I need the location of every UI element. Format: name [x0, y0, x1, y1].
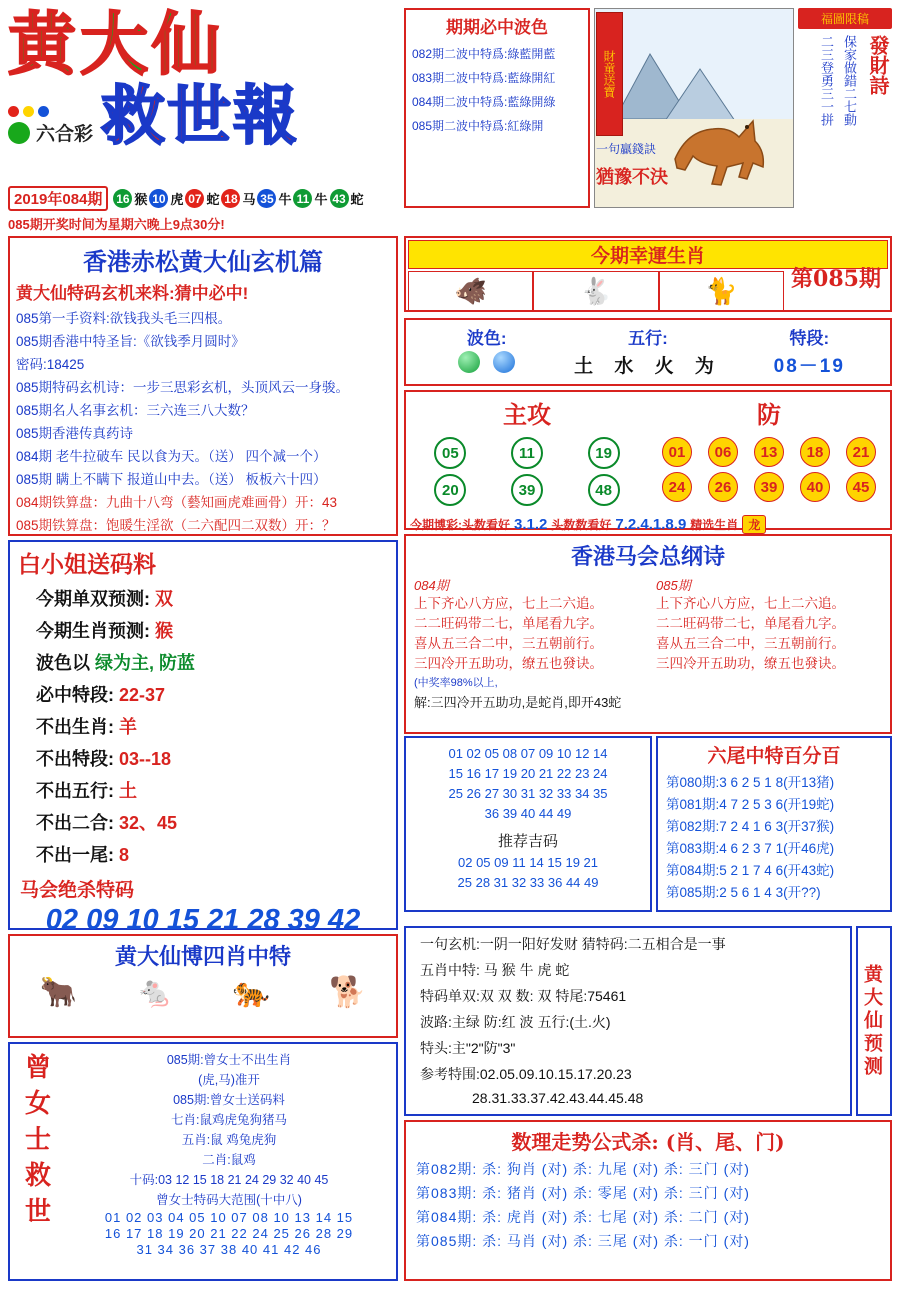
- ball-zodiac: 马: [242, 192, 256, 207]
- ball-zodiac: 蛇: [206, 192, 220, 207]
- bose-forecast-line: 083期二波中特爲:藍綠開紅: [412, 71, 556, 85]
- row-key: 今期单双预测:: [36, 589, 150, 609]
- riddle-line: 一句玄机:一阴一阳好发财 猜特码:二五相合是一事: [420, 936, 726, 952]
- animal-icon: 🐁: [136, 976, 174, 1009]
- riddle-line: 波路:主绿 防:红 波 五行:(土.火): [420, 1014, 611, 1030]
- zeng-line: 十码:03 12 15 18 21 24 29 32 40 45: [129, 1173, 329, 1187]
- ball-zodiac: 猴: [134, 192, 148, 207]
- defense-number: 26: [708, 472, 738, 502]
- formula-kill-section: [404, 1120, 892, 1281]
- defense-number: 45: [846, 472, 876, 502]
- hkjc-poem-section: [404, 534, 892, 734]
- poem-line: 二二旺码带二七，单尾看九字。: [656, 616, 845, 632]
- xuanji-line: 密码:18425: [16, 357, 85, 372]
- zeng-numbers: 01 02 03 04 05 10 07 08 10 13 14 15: [104, 1210, 354, 1225]
- zeng-line: (虎,马)准开: [198, 1073, 260, 1087]
- zeng-line: 曾女士特码大范围(十中八): [156, 1193, 302, 1207]
- zodiac-cell: 🐈: [659, 271, 784, 311]
- poem-title: 發財詩: [866, 35, 888, 95]
- six-tail-title: 六尾中特百分百: [707, 745, 841, 767]
- bose-forecast-title: 期期必中波色: [446, 18, 548, 38]
- formula-row: 第082期: 杀: 狗肖 (对) 杀: 九尾 (对) 杀: 三门 (对): [416, 1161, 750, 1177]
- formula-row: 第085期: 杀: 马肖 (对) 杀: 三尾 (对) 杀: 一门 (对): [416, 1233, 750, 1249]
- green-dot-icon: [8, 122, 30, 144]
- formula-row: 第083期: 杀: 猪肖 (对) 杀: 零尾 (对) 杀: 三门 (对): [416, 1185, 750, 1201]
- attack-number: 48: [588, 474, 620, 506]
- zeng-line: 二肖:鼠鸡: [202, 1153, 256, 1167]
- number-row: [412, 474, 642, 506]
- xuanji-line: 085期香港传真药诗: [16, 426, 134, 441]
- attack-defense-headers: [406, 392, 890, 430]
- row-value: 双: [155, 589, 174, 609]
- attack-number: 39: [511, 474, 543, 506]
- ball-num: 10: [149, 189, 168, 208]
- zeng-section: [8, 1042, 398, 1281]
- footer-zodiac-tag: 龙: [742, 515, 766, 534]
- xuanji-line: 085期 瞒上不瞒下 报道山中去。（送） 板板六十四）: [16, 472, 327, 487]
- one-line-riddle-section: [404, 926, 852, 1116]
- xuanji-line: 085期香港中特圣旨:《欲钱季月圆时》: [16, 334, 245, 349]
- xuanji-title: 香港赤松黄大仙玄机篇: [83, 247, 323, 276]
- xuanji-line: 084期铁算盘：九曲十八弯（藝知画虎难画骨）开：43: [16, 495, 338, 510]
- defense-title: 防: [757, 400, 781, 429]
- mahui-kill-title: 马会绝杀特码: [20, 880, 135, 901]
- lucky-row: 25 28 31 32 33 36 44 49: [457, 875, 599, 890]
- poem-answer: 解:三四冷开五助功,是蛇肖,即开43蛇: [414, 695, 622, 710]
- xuanji-line: 084期 老牛拉破车 民以食为天。（送） 四个减一个）: [16, 449, 327, 464]
- attack-title: 主攻: [503, 400, 551, 429]
- row-value: 22-37: [119, 685, 166, 705]
- xuanji-subtitle: 黄大仙特码玄机来料:猜中必中!: [16, 284, 249, 303]
- six-tail-line: 第080期:3 6 2 5 1 8(开13猪): [666, 775, 835, 790]
- bose-forecast-box: [404, 8, 590, 208]
- issue-bar: [8, 186, 398, 212]
- defense-column: [648, 430, 890, 513]
- number-row: [412, 437, 642, 469]
- row-value: 8: [119, 845, 130, 865]
- poem-line: 三四冷开五助功，缭五也發诀。: [414, 656, 603, 672]
- open-time-text: 085期开奖时间为星期六晚上9点30分!: [8, 217, 225, 232]
- row-value: 32、45: [119, 813, 178, 833]
- bose-headers: [406, 320, 890, 349]
- bose-wuxing-section: [404, 318, 892, 386]
- corner-banner: 福圖限稿: [798, 8, 892, 29]
- baixiaojie-row: [36, 681, 396, 707]
- bose-values: [406, 349, 890, 380]
- riddle-line: 28.31.33.37.42.43.44.45.48: [472, 1090, 644, 1106]
- attack-column: [406, 430, 648, 513]
- footer-label-1: 今期博彩:头数看好: [410, 518, 510, 532]
- baixiaojie-row: [36, 585, 396, 611]
- defense-number: 06: [708, 437, 738, 467]
- attack-number: 11: [511, 437, 543, 469]
- defense-number: 01: [662, 437, 692, 467]
- logo-line1: 黄大仙: [8, 5, 225, 85]
- row-value: 绿为主, 防蓝: [95, 653, 196, 673]
- mahui-kill-numbers: 02 09 10 15 21 28 39 42: [45, 904, 361, 936]
- couplet-phrase: [596, 140, 696, 189]
- poem-issue: 085期: [656, 578, 691, 593]
- six-tail-section: [656, 736, 892, 912]
- sixiao-animals: [10, 975, 396, 1010]
- baixiaojie-row: [36, 745, 396, 771]
- baixiaojie-row: [36, 841, 396, 867]
- number-row: [654, 472, 884, 502]
- attack-number: 19: [588, 437, 620, 469]
- lucky-numbers-title: 推荐吉码: [497, 833, 558, 850]
- poem-note: (中奖率98%以上,: [414, 677, 498, 689]
- number-row: [654, 437, 884, 467]
- xuanji-line: 085期铁算盘：饱暖生淫欲（二六配四二双数）开：？: [16, 518, 336, 533]
- riddle-line: 特码单双:双 双 数: 双 特尾:75461: [420, 988, 627, 1004]
- bose-header: 波色:: [466, 329, 507, 348]
- baixiaojie-row: [36, 809, 396, 835]
- row-value: 猴: [155, 621, 174, 641]
- zeng-vertical-title: 曾 女 士 救 世: [24, 1053, 51, 1227]
- pool-row: 15 16 17 19 20 21 22 23 24: [448, 766, 608, 781]
- poem-line: 三四冷开五助功，缭五也發诀。: [656, 656, 845, 672]
- lucky-row: 02 05 09 11 14 15 19 21: [458, 855, 598, 870]
- xuanji-line: 085期特码玄机诗：一步三思彩玄机，头顶风云一身骏。: [16, 380, 350, 395]
- riddle-line: 五肖中特: 马 猴 牛 虎 蛇: [420, 962, 570, 978]
- poem-line: 上下齐心八方应，七上二六追。: [414, 596, 603, 612]
- sixiao-title: 黄大仙博四肖中特: [114, 944, 291, 970]
- animal-icon: 🐂: [39, 976, 77, 1009]
- poem-line: 二二旺码带二七，单尾看九字。: [414, 616, 603, 632]
- poem-line: 喜从五三合二中，三五朝前行。: [656, 636, 845, 652]
- ball-num: 11: [293, 189, 312, 208]
- animal-icon: 🐅: [232, 976, 270, 1009]
- ball-num: 07: [185, 189, 204, 208]
- row-key: 不出生肖:: [36, 717, 114, 737]
- wuxing-value: 土 水 火 为: [574, 356, 722, 377]
- prediction-side-text: 黄大仙预测: [861, 963, 882, 1079]
- number-pool-section: [404, 736, 652, 912]
- hkjc-poem-right: [648, 575, 890, 674]
- defense-number: 40: [800, 472, 830, 502]
- hkjc-poem-left: [406, 575, 648, 674]
- fortune-poem-box: [798, 8, 892, 208]
- prediction-side-banner: [856, 926, 892, 1116]
- six-tail-line: 第085期:2 5 6 1 4 3(开??): [666, 885, 821, 900]
- riddle-line: 特头:主"2"防"3": [420, 1040, 516, 1056]
- baixiaojie-row: [36, 617, 396, 643]
- ball-num: 18: [221, 189, 240, 208]
- duan-value: 08－19: [773, 356, 845, 377]
- row-key: 不出特段:: [36, 749, 114, 769]
- couplet-banner-text: 財童送寶: [596, 12, 623, 136]
- poem-column-1: 保家做錯二七動: [842, 35, 857, 126]
- attack-number: 05: [434, 437, 466, 469]
- hkjc-poem-columns: [406, 575, 890, 674]
- ball-num: 43: [330, 189, 349, 208]
- animal-icon: 🐕: [329, 976, 367, 1009]
- baixiaojie-title: 白小姐送码料: [18, 551, 156, 578]
- row-key: 不出一尾:: [36, 845, 114, 865]
- baixiaojie-row: [36, 713, 396, 739]
- xuanji-line: 085第一手资料:欲钱我头毛三四根。: [16, 311, 232, 326]
- duan-header: 特段:: [789, 329, 830, 348]
- attack-defense-body: [406, 430, 890, 513]
- defense-number: 24: [662, 472, 692, 502]
- pool-row: 01 02 05 08 07 09 10 12 14: [448, 746, 608, 761]
- six-tail-line: 第081期:4 7 2 5 3 6(开19蛇): [666, 797, 835, 812]
- ball-num: 16: [113, 189, 132, 208]
- attack-number: 20: [434, 474, 466, 506]
- pool-row: 36 39 40 44 49: [484, 806, 572, 821]
- sixiao-section: [8, 934, 398, 1038]
- zodiac-cell: 🐗: [408, 271, 533, 311]
- ball-zodiac: 牛: [314, 192, 328, 207]
- wuxing-header: 五行:: [628, 329, 668, 348]
- row-key: 必中特段:: [36, 685, 114, 705]
- zeng-line: 七肖:鼠鸡虎兔狗猪马: [171, 1113, 287, 1127]
- bose-forecast-line: 085期二波中特爲:紅綠開: [412, 119, 544, 133]
- bose-forecast-line: 082期二波中特爲:綠藍開藍: [412, 47, 556, 61]
- baixiaojie-row: [36, 649, 396, 675]
- color-dots: [8, 106, 93, 117]
- xuanji-line: 085期名人名事玄机：三六连三八大数？: [16, 403, 255, 418]
- zeng-numbers: 31 34 36 37 38 40 41 42 46: [136, 1242, 322, 1257]
- baixiaojie-row: [36, 777, 396, 803]
- six-tail-line: 第082期:7 2 4 1 6 3(开37猴): [666, 819, 835, 834]
- defense-number: 13: [754, 437, 784, 467]
- poem-column-2: 二三登勇三一拼: [819, 35, 834, 126]
- footer-label-3: 精选生肖: [690, 518, 739, 532]
- row-key: 今期生肖预测:: [36, 621, 150, 641]
- defense-number: 39: [754, 472, 784, 502]
- poem-line: 喜从五三合二中，三五朝前行。: [414, 636, 603, 652]
- six-tail-line: 第084期:5 2 1 7 4 6(开43蛇): [666, 863, 835, 878]
- row-value: 土: [119, 781, 138, 801]
- poem-line: 上下齐心八方应，七上二六追。: [656, 596, 845, 612]
- ball-zodiac: 蛇: [350, 192, 364, 207]
- pool-row: 25 26 27 30 31 32 33 34 35: [448, 786, 608, 801]
- xuanji-section: [8, 236, 398, 536]
- defense-number: 21: [846, 437, 876, 467]
- logo-line2: 救世報: [101, 79, 300, 154]
- row-value: 03--18: [119, 749, 172, 769]
- liuhecai-text: 六合彩: [36, 124, 94, 145]
- zeng-line: 085期:曾女士送码料: [173, 1093, 285, 1107]
- footer-value-1: 3.1.2: [514, 516, 548, 533]
- blue-ball-icon: [493, 351, 515, 373]
- six-tail-line: 第083期:4 6 2 3 7 1(开46虎): [666, 841, 835, 856]
- couplet-bottom-text: 猶豫不決: [596, 167, 668, 187]
- row-key: 波色以: [36, 653, 90, 673]
- zodiac-cell: 🐇: [533, 271, 658, 311]
- row-value: 羊: [119, 717, 138, 737]
- couplet-left-text: 一句贏錢訣: [596, 142, 657, 156]
- formula-kill-title: 数理走势公式杀: (肖、尾、门): [511, 1130, 785, 1154]
- zeng-line: 五肖:鼠 鸡兔虎狗: [181, 1133, 277, 1147]
- ball-zodiac: 牛: [278, 192, 292, 207]
- bose-balls: [406, 351, 567, 378]
- masthead: [8, 5, 398, 208]
- defense-number: 18: [800, 437, 830, 467]
- ball-zodiac: 虎: [170, 192, 184, 207]
- riddle-line: 参考特围:02.05.09.10.15.17.20.23: [420, 1066, 632, 1082]
- issue-number: 2019年084期: [8, 186, 108, 211]
- attack-defense-footer: [406, 513, 890, 536]
- issue-badge: 第085期: [791, 266, 881, 292]
- baixiaojie-section: [8, 540, 398, 936]
- formula-row: 第084期: 杀: 虎肖 (对) 杀: 七尾 (对) 杀: 二门 (对): [416, 1209, 750, 1225]
- green-ball-icon: [458, 351, 480, 373]
- bose-forecast-line: 084期二波中特爲:藍綠開綠: [412, 95, 556, 109]
- lucky-zodiac-title: 今期幸運生肖: [408, 240, 888, 269]
- attack-defense-section: [404, 390, 892, 533]
- hkjc-poem-title: 香港马会总纲诗: [570, 544, 725, 570]
- row-key: 不出五行:: [36, 781, 114, 801]
- footer-label-2: 头数数看好: [551, 518, 612, 532]
- row-key: 不出二合:: [36, 813, 114, 833]
- zeng-numbers: 16 17 18 19 20 21 22 24 25 26 28 29: [104, 1226, 354, 1241]
- poem-issue: 084期: [414, 578, 449, 593]
- couplet-banner: [596, 12, 638, 132]
- zeng-line: 085期:曾女士不出生肖: [166, 1053, 292, 1067]
- footer-value-2: 7.2.4.1.8.9: [615, 516, 687, 533]
- ball-num: 35: [257, 189, 276, 208]
- liuhecai-label: [8, 119, 93, 146]
